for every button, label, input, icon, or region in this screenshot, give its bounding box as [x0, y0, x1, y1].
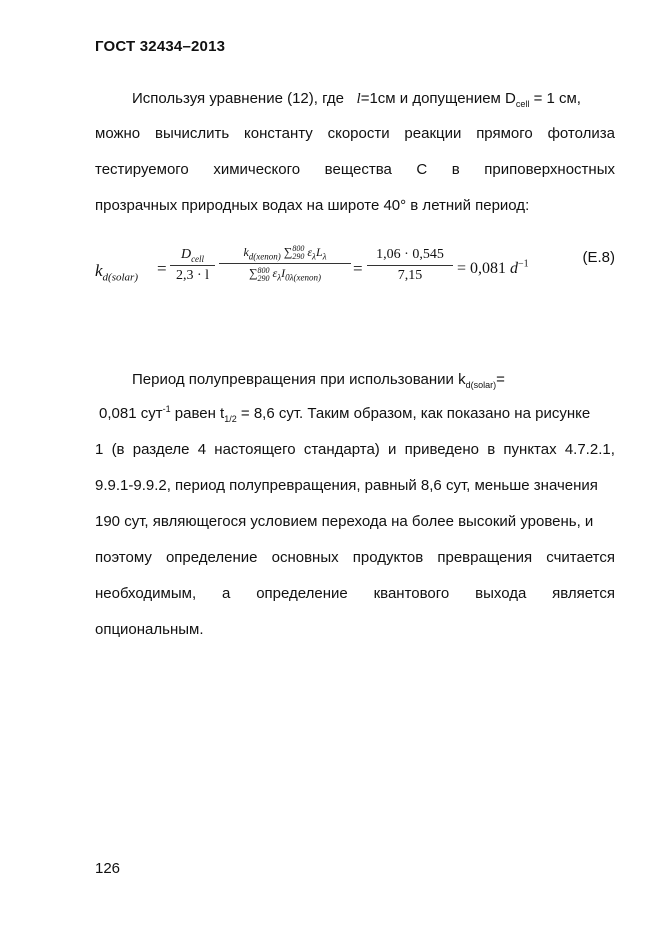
formula-lhs: $k_{d(solar)}$ — [95, 261, 138, 284]
f1-den: 2,3 · l — [175, 268, 210, 283]
fraction-1 — [170, 247, 215, 284]
sum-upper: 800 — [292, 244, 305, 254]
sum-lower: 290 — [292, 252, 305, 262]
para2-line4: 9.9.1-9.9.2, период полупревращения, равный 8,6 сут, меньше значения — [95, 477, 598, 494]
word: (в — [111, 441, 125, 458]
fraction-2 — [219, 245, 351, 283]
f2-k-sub: d(xenon) — [248, 251, 281, 262]
para1-line2 — [95, 125, 615, 143]
word: определение — [165, 549, 258, 566]
para1-line1 — [132, 90, 615, 108]
para1-line4: прозрачных природных водах на широте 40° в летний период: — [95, 197, 530, 214]
word: 4 — [197, 441, 207, 458]
para2-line8: опциональным. — [95, 621, 204, 638]
math-l: l — [356, 91, 361, 107]
para2-line1 — [132, 371, 615, 389]
text: равен t — [174, 405, 225, 422]
text: =1см и допущением D — [360, 90, 516, 107]
word: константу — [244, 125, 313, 142]
equation-number: (Е.8) — [582, 249, 615, 266]
L: L — [315, 245, 323, 259]
fraction-bar — [170, 265, 215, 266]
word: пунктах — [503, 441, 557, 458]
word: является — [552, 585, 615, 602]
word: и — [388, 441, 397, 458]
word: фотолиза — [547, 125, 615, 142]
epsilon: ε — [307, 245, 313, 259]
word: основных — [271, 549, 339, 566]
epsilon-sub: λ — [312, 251, 316, 262]
subscript: 1/2 — [224, 414, 237, 424]
f2-k: k — [243, 245, 249, 259]
epsilon-sub: λ — [277, 272, 282, 283]
text: 0,081 сут — [99, 405, 163, 422]
word: приповерхностных — [484, 161, 615, 178]
I-sub: 0λ(xenon) — [285, 272, 322, 283]
text: = — [496, 371, 505, 388]
word: необходимым, — [95, 585, 197, 602]
text: Период полупревращения при использовании k — [132, 371, 466, 388]
word: продуктов — [352, 549, 424, 566]
epsilon: ε — [272, 266, 278, 281]
word: считается — [546, 549, 615, 566]
word: стандарта) — [303, 441, 380, 458]
formula-eq2: = — [353, 259, 363, 278]
sum-symbol: ∑ — [248, 266, 258, 281]
I: I — [281, 266, 286, 281]
text: = 8,6 сут. Таким образом, как показано на рисунке — [240, 405, 591, 422]
fraction-3 — [367, 247, 453, 284]
para2-line2 — [99, 405, 619, 423]
word: можно — [95, 125, 141, 142]
sum-lower: 290 — [257, 273, 270, 283]
subscript: cell — [515, 99, 530, 109]
word: тестируемого — [95, 161, 189, 178]
subscript: d(solar) — [465, 380, 497, 390]
word: превращения — [437, 549, 533, 566]
para2-line7 — [95, 585, 615, 603]
para1-line3 — [95, 161, 615, 179]
word: скорости — [327, 125, 390, 142]
word: настоящего — [214, 441, 296, 458]
word: 4.7.2.1, — [564, 441, 615, 458]
word: в — [487, 441, 496, 458]
word: поэтому — [95, 549, 152, 566]
word: вещества — [324, 161, 392, 178]
para2-line6 — [95, 549, 615, 567]
f1-num-sub: cell — [191, 253, 205, 264]
sum-symbol: ∑ — [283, 245, 293, 259]
sum-upper: 800 — [257, 265, 270, 275]
word: 1 — [95, 441, 104, 458]
word: приведено — [404, 441, 480, 458]
L-sub: λ — [322, 251, 327, 262]
document-header: ГОСТ 32434–2013 — [95, 38, 226, 55]
para2-line3 — [95, 441, 615, 459]
word: определение — [256, 585, 348, 602]
word: квантового — [373, 585, 450, 602]
word: выхода — [475, 585, 527, 602]
formula-eq: = — [157, 259, 167, 278]
page-number: 126 — [95, 860, 121, 877]
word: вычислить — [154, 125, 230, 142]
word: реакции — [404, 125, 462, 142]
word: а — [221, 585, 231, 602]
superscript: -1 — [162, 404, 171, 414]
text: Используя уравнение (12), где — [132, 90, 344, 107]
word: химического — [213, 161, 301, 178]
word: в — [451, 161, 460, 178]
word: С — [416, 161, 428, 178]
fraction-bar — [367, 265, 453, 266]
word: прямого — [476, 125, 533, 142]
formula-result: = 0,081 $d^{-1}$ — [457, 258, 529, 277]
f3-den: 7,15 — [397, 268, 423, 283]
f3-num: 1,06 · 0,545 — [376, 247, 444, 262]
fraction-bar — [219, 263, 351, 264]
equation-e8 — [95, 245, 615, 305]
word: разделе — [132, 441, 190, 458]
para2-line5: 190 сут, являющегося условием перехода на более высокий уровень, и — [95, 513, 594, 530]
f1-num: D — [180, 247, 192, 262]
text: = 1 см, — [533, 90, 581, 107]
